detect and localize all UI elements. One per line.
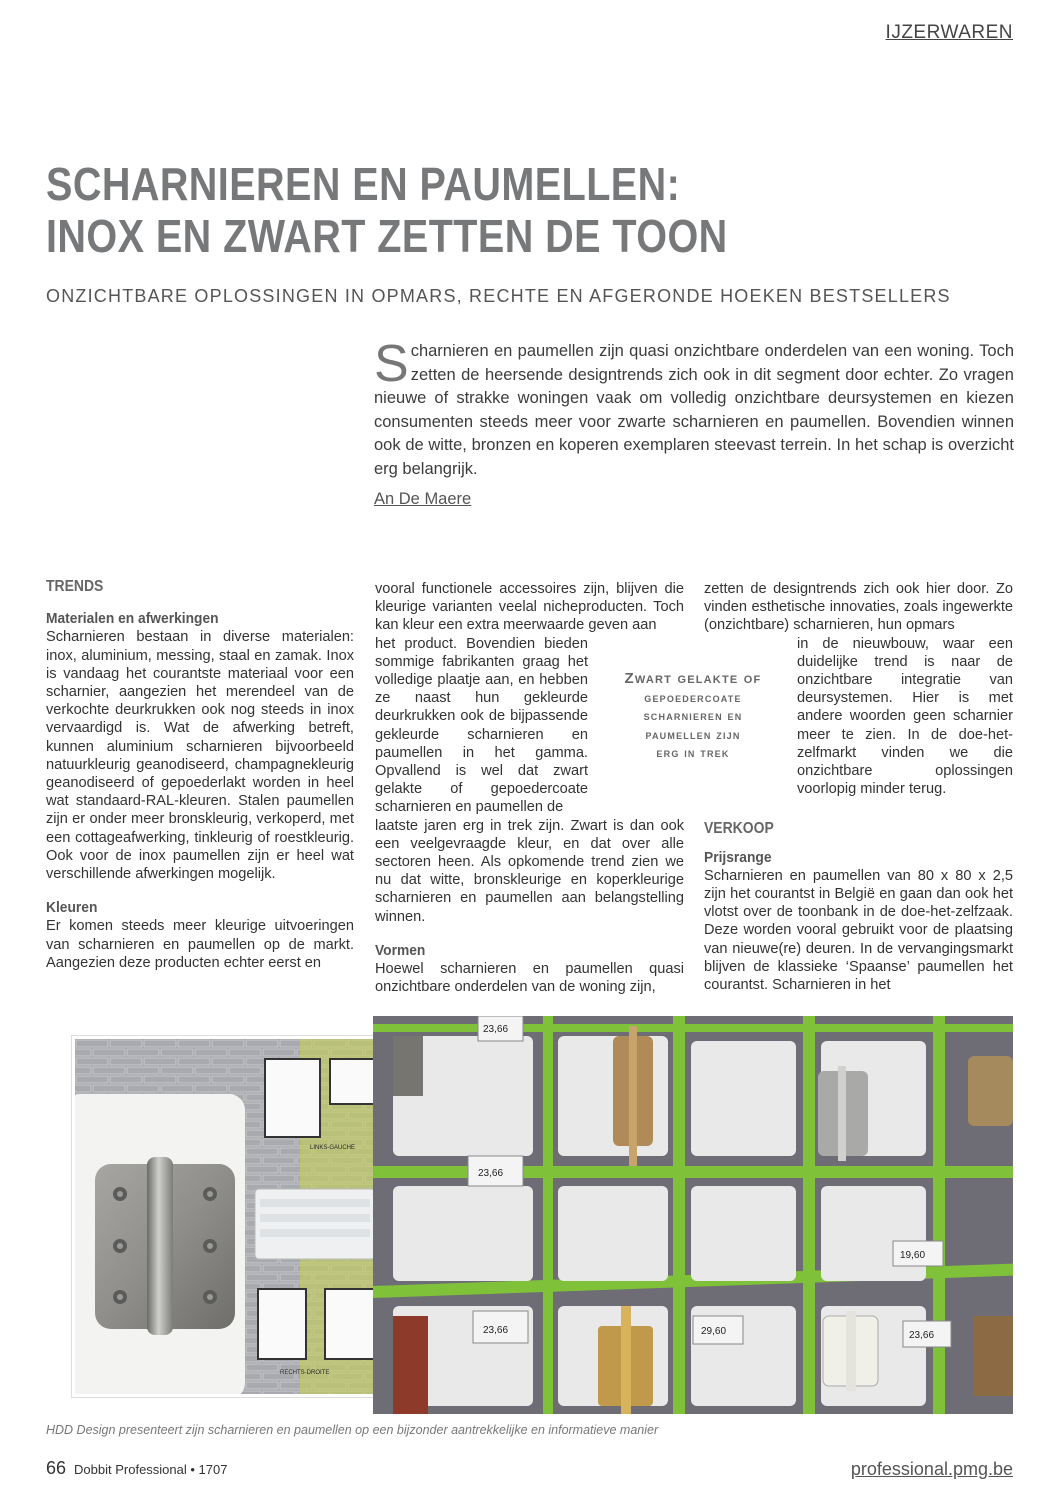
col2-top-text: vooral functionele accessoires zijn, blijven die kleurige varianten veelal nicheproducten. Toch kan kleur een extra meerwaarde geven aan	[375, 581, 684, 634]
pull-quote-line: paumellen zijn	[645, 727, 741, 742]
price-label: 29,60	[701, 1326, 727, 1337]
materials-text: Scharnieren bestaan in diverse materialen: inox, aluminium, messing, staal en zamak. Inox is vandaag het courantste materiaal voor een scharnier, aangezien het merendeel van de verkochte deurkrukken ook nog steeds in inox vervaardigd is. Wat de afwerking betreft, kunnen aluminium scharnieren bijvoorbeeld natuurkleurig geanodiseerd, champagnekleurig geanodiseerd of gepoederlakt worden in heel wat standaard-RAL-kleuren. Stalen paumellen zijn er onder meer bronskleurig, verkoperd, met een cottageafwerking, tinkleurig of roestkleurig. Ook voor de inox paumellen zijn er heel wat verschillende afwerkingen mogelijk.	[46, 629, 354, 883]
intro-text: charnieren en paumellen zijn quasi onzichtbare onderdelen van een woning. Toch zetten de heersende designtrends zich ook in dit segment door echter. Zo vragen nieuwe of strakke woningen vaak om volledig onzichtbare deursystemen en kiezen consumenten steeds meer voor zwarte scharnieren en paumellen. Bovendien winnen ook de witte, bronzen en koperen exemplaren steevast terrein. In het schap is overzicht erg belangrijk.	[374, 342, 1014, 478]
title-line-2: INOX EN ZWART ZETTEN DE TOON	[46, 210, 728, 262]
pull-quote-line: Zwart gelakte of	[624, 670, 762, 687]
article-subtitle: ONZICHTBARE OPLOSSINGEN IN OPMARS, RECHTE EN AFGERONDE HOEKEN BESTSELLERS	[46, 286, 951, 306]
forms-text: Hoewel scharnieren en paumellen quasi onzichtbare onderdelen van de woning zijn,	[375, 961, 684, 996]
price-text: Scharnieren en paumellen van 80 x 80 x 2,5 zijn het courantst in België en gaan dan ook het vlotst over de toonbank in de doe-het-zelfzaak. Deze worden vooral gebruikt voor de plaatsing van nieuwe(re) deuren. In de vervangingsmarkt blijven de klassieke ‘Spaanse’ paumellen het courantst. Scharnieren in het	[704, 867, 1013, 994]
col3-indent-text: in de nieuwbouw, waar een duidelijke trend is naar de onzichtbare integratie van deursystemen. Hier is met andere woorden geen scharnier meer te zien. In de doe-het-zelfmarkt vinden we die onzichtbare oplossingen voorlopig minder terug.	[797, 635, 1013, 798]
intro-paragraph	[374, 335, 1014, 481]
photo-caption: HDD Design presenteert zijn scharnieren en paumellen op een bijzonder aantrekkelijke en informatieve manier	[46, 1423, 659, 1437]
price-label: 23,66	[909, 1330, 935, 1341]
hinge-closeup-photo	[72, 1036, 386, 1397]
price-label: 23,66	[483, 1325, 509, 1336]
materials-heading: Materialen en afwerkingen	[46, 610, 219, 628]
price-label: 19,60	[900, 1250, 926, 1261]
col2-bottom-text: laatste jaren erg in trek zijn. Zwart is dan ook een veelgevraagde kleur, en dat over alle sectoren heen. Als opkomende trend zien we nu dat witte, bronskleurige en koperkleurige scharnieren en paumellen aan belangstelling winnen.	[375, 817, 684, 925]
column-2	[375, 580, 684, 996]
colors-heading: Kleuren	[46, 899, 98, 917]
footer-publication	[46, 1458, 227, 1479]
forms-heading: Vormen	[375, 941, 426, 959]
author-link[interactable]: An De Maere	[374, 490, 472, 508]
publication-name: Dobbit Professional • 1707	[74, 1462, 228, 1477]
section-tag: IJZERWAREN	[885, 22, 1013, 43]
title-line-1: SCHARNIEREN EN PAUMELLEN:	[46, 158, 681, 210]
column-3	[704, 580, 1013, 994]
trends-heading: TRENDS	[46, 578, 104, 595]
pull-quote-line: scharnieren en	[643, 709, 743, 723]
price-label: 23,66	[478, 1168, 504, 1179]
hinge-closeup-illustration	[75, 1039, 383, 1394]
pull-quote-line: gepoedercoate	[644, 690, 742, 705]
price-label: 23,66	[483, 1024, 509, 1035]
col3-top-text: zetten de designtrends zich ook hier door. Zo vinden esthetische innovaties, zoals ingewerkte (onzichtbare) scharnieren, hun opmars	[704, 581, 1013, 634]
store-display-illustration	[373, 1016, 1013, 1414]
article-title	[46, 158, 880, 262]
sales-heading: VERKOOP	[704, 820, 774, 838]
drop-cap: S	[374, 335, 409, 393]
price-heading: Prijsrange	[704, 848, 772, 866]
col2-narrow-text: het product. Bovendien bieden sommige fabrikanten graag het volledige plaatje aan, en hebben ze naast hun gekleurde deurkrukken ook de bijpassende gekleurde scharnieren en paumellen in het gamma. Opvallend is wel dat zwart gelakte of gepoedercoate scharnieren en paumellen de	[375, 635, 588, 816]
label-links-gauche: LINKS-GAUCHE	[310, 1145, 356, 1151]
column-1	[46, 578, 354, 972]
pull-quote-line: erg in trek	[656, 746, 730, 760]
colors-text: Er komen steeds meer kleurige uitvoeringen van scharnieren en paumellen op de markt. Aangezien deze producten echter eerst en	[46, 918, 354, 971]
website-link[interactable]: professional.pmg.be	[850, 1459, 1013, 1479]
store-display-photo	[373, 1016, 1013, 1414]
label-rechts-droite: RECHTS-DROITE	[280, 1370, 330, 1376]
page-number: 66	[46, 1458, 67, 1478]
